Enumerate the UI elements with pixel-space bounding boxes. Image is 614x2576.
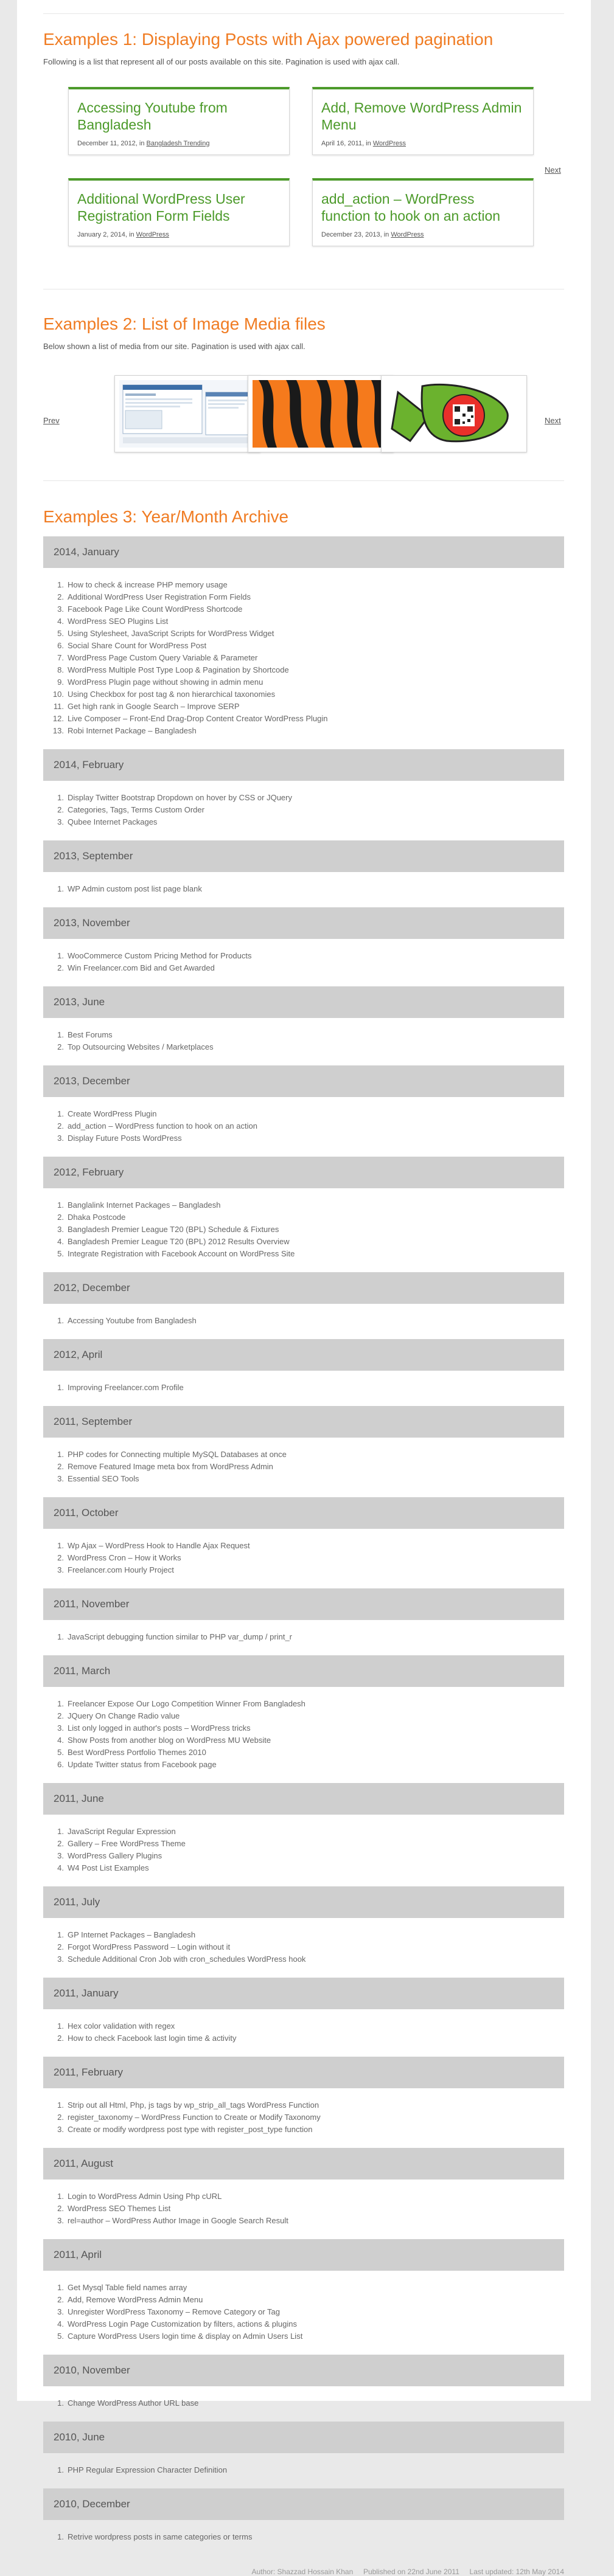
archive-post-list bbox=[43, 1029, 564, 1053]
archive-post-item[interactable] bbox=[43, 1029, 564, 1041]
list-number: 2. bbox=[57, 1942, 64, 1951]
archive-post-link[interactable]: GP Internet Packages – Bangladesh bbox=[68, 1930, 196, 1939]
tiger-stripe-image bbox=[253, 380, 389, 448]
post-card[interactable] bbox=[312, 87, 534, 155]
archive-post-item[interactable] bbox=[43, 2124, 564, 2136]
list-number: 4. bbox=[57, 617, 64, 626]
archive-post-link[interactable]: WordPress SEO Plugins List bbox=[68, 617, 169, 626]
archive-post-item[interactable] bbox=[43, 1747, 564, 1759]
post-card[interactable] bbox=[68, 87, 290, 155]
media-thumb-screenshot[interactable] bbox=[114, 375, 260, 452]
archive-post-link[interactable]: Categories, Tags, Terms Custom Order bbox=[68, 805, 204, 814]
archive-post-item[interactable] bbox=[43, 640, 564, 652]
archive-month-heading: 2011, July bbox=[43, 1886, 564, 1918]
archive-post-link[interactable]: Hex color validation with regex bbox=[68, 2021, 175, 2031]
archive-month-heading: 2013, November bbox=[43, 907, 564, 939]
list-number: 3. bbox=[57, 604, 64, 614]
archive-post-list bbox=[43, 2531, 564, 2543]
archive-post-link[interactable]: Get Mysql Table field names array bbox=[68, 2283, 187, 2292]
archive-post-list bbox=[43, 2020, 564, 2045]
list-number: 1. bbox=[57, 1827, 64, 1836]
archive-post-list bbox=[43, 2099, 564, 2136]
archive-post-item[interactable] bbox=[43, 2111, 564, 2124]
section1-title: Examples 1: Displaying Posts with Ajax powered pagination bbox=[43, 30, 494, 49]
archive-post-link[interactable]: Qubee Internet Packages bbox=[68, 817, 158, 826]
archive-post-link[interactable]: Bangladesh Premier League T20 (BPL) 2012 Results Overview bbox=[68, 1237, 290, 1246]
archive-month-heading: 2012, April bbox=[43, 1339, 564, 1371]
list-number: 3. bbox=[57, 817, 64, 826]
list-number: 3. bbox=[57, 1955, 64, 1964]
list-number: 2. bbox=[57, 805, 64, 814]
archive-post-item[interactable] bbox=[43, 1248, 564, 1260]
archive-post-item[interactable] bbox=[43, 1224, 564, 1236]
archive-month-heading: 2011, June bbox=[43, 1783, 564, 1815]
archive-post-link[interactable]: Freelancer.com Hourly Project bbox=[68, 1565, 174, 1574]
archive-post-item[interactable] bbox=[43, 652, 564, 664]
archive-post-list bbox=[43, 1449, 564, 1485]
divider bbox=[43, 480, 564, 481]
archive-month-heading: 2011, August bbox=[43, 2148, 564, 2180]
archive-post-list bbox=[43, 1315, 564, 1327]
archive-month-heading: 2010, November bbox=[43, 2355, 564, 2386]
list-number: 1. bbox=[57, 580, 64, 589]
archive-post-item[interactable] bbox=[43, 591, 564, 603]
archive-post-item[interactable] bbox=[43, 628, 564, 640]
archive-post-list bbox=[43, 1382, 564, 1394]
archive-post-item[interactable] bbox=[43, 1929, 564, 1941]
archive-post-link[interactable]: add_action – WordPress function to hook on an action bbox=[68, 1121, 257, 1130]
list-number: 1. bbox=[57, 1930, 64, 1939]
list-number: 8. bbox=[57, 665, 64, 674]
archive-post-link[interactable]: Gallery – Free WordPress Theme bbox=[68, 1839, 186, 1848]
archive-month-heading: 2011, September bbox=[43, 1406, 564, 1438]
archive-post-link[interactable]: W4 Post List Examples bbox=[68, 1863, 149, 1872]
archive-post-link[interactable]: Banglalink Internet Packages – Bangladesh bbox=[68, 1200, 221, 1210]
archive-post-link[interactable]: Using Stylesheet, JavaScript Scripts for WordPress Widget bbox=[68, 629, 274, 638]
list-number: 13. bbox=[52, 726, 64, 735]
list-number: 2. bbox=[57, 1042, 64, 1051]
list-number: 10. bbox=[52, 690, 64, 699]
archive-post-link[interactable]: Unregister WordPress Taxonomy – Remove Category or Tag bbox=[68, 2307, 280, 2316]
archive-month-heading: 2011, October bbox=[43, 1497, 564, 1529]
archive-post-item[interactable] bbox=[43, 713, 564, 725]
archive-post-item[interactable] bbox=[43, 2020, 564, 2032]
list-number: 4. bbox=[57, 1736, 64, 1745]
list-number: 3. bbox=[57, 1134, 64, 1143]
archive-post-list bbox=[43, 1698, 564, 1771]
archive-post-item[interactable] bbox=[43, 2464, 564, 2476]
archive-post-link[interactable]: Capture WordPress Users login time & display on Admin Users List bbox=[68, 2332, 303, 2341]
archive-post-link[interactable]: Login to WordPress Admin Using Php cURL bbox=[68, 2192, 222, 2201]
archive-post-link[interactable]: Retrive wordpress posts in same categories or terms bbox=[68, 2532, 253, 2541]
list-number: 2. bbox=[57, 1553, 64, 1562]
archive-post-item[interactable] bbox=[43, 1710, 564, 1722]
list-number: 9. bbox=[57, 677, 64, 687]
list-number: 5. bbox=[57, 1748, 64, 1757]
archive-post-link[interactable]: How to check & increase PHP memory usage bbox=[68, 580, 228, 589]
archive-post-item[interactable] bbox=[43, 701, 564, 713]
list-number: 1. bbox=[57, 2283, 64, 2292]
page-container bbox=[17, 0, 591, 2576]
archive-post-link[interactable]: WordPress Multiple Post Type Loop & Pagination by Shortcode bbox=[68, 665, 289, 674]
archive-post-link[interactable]: Dhaka Postcode bbox=[68, 1213, 126, 1222]
post-card[interactable] bbox=[312, 178, 534, 246]
archive-post-list bbox=[43, 2397, 564, 2409]
list-number: 1. bbox=[57, 1383, 64, 1392]
archive-post-item[interactable] bbox=[43, 2032, 564, 2045]
divider bbox=[43, 13, 564, 14]
list-number: 1. bbox=[57, 2192, 64, 2201]
archive-post-link[interactable]: Facebook Page Like Count WordPress Shortcode bbox=[68, 604, 243, 614]
media-prev-link[interactable]: Prev bbox=[43, 416, 60, 425]
archive-post-item[interactable] bbox=[43, 1315, 564, 1327]
archive-post-item[interactable] bbox=[43, 962, 564, 974]
list-number: 3. bbox=[57, 1225, 64, 1234]
archive-post-item[interactable] bbox=[43, 1461, 564, 1473]
archive-post-link[interactable]: Freelancer Expose Our Logo Competition Winner From Bangladesh bbox=[68, 1699, 305, 1708]
archive-post-item[interactable] bbox=[43, 2531, 564, 2543]
post-title[interactable]: Add, Remove WordPress Admin Menu bbox=[321, 100, 522, 133]
post-title[interactable]: Additional WordPress User Registration Form Fields bbox=[77, 191, 245, 224]
archive-post-link[interactable]: Wp Ajax – WordPress Hook to Handle Ajax Request bbox=[68, 1541, 250, 1550]
archive-post-link[interactable]: WordPress Gallery Plugins bbox=[68, 1851, 162, 1860]
archive-post-link[interactable]: How to check Facebook last login time & activity bbox=[68, 2034, 237, 2043]
archive-post-item[interactable] bbox=[43, 883, 564, 895]
posts-next-link[interactable]: Next bbox=[545, 165, 561, 175]
archive-post-item[interactable] bbox=[43, 2294, 564, 2306]
media-thumb-qr-logo[interactable] bbox=[381, 375, 527, 452]
list-number: 1. bbox=[57, 2532, 64, 2541]
list-number: 3. bbox=[57, 1565, 64, 1574]
list-number: 3. bbox=[57, 1723, 64, 1733]
archive-post-list bbox=[43, 2190, 564, 2227]
post-meta: April 16, 2011, in WordPress bbox=[321, 140, 406, 147]
archive-post-item[interactable] bbox=[43, 2306, 564, 2318]
page-footer bbox=[252, 2567, 565, 2576]
archive-post-item[interactable] bbox=[43, 1199, 564, 1211]
archive-post-item[interactable] bbox=[43, 1236, 564, 1248]
archive-post-item[interactable] bbox=[43, 1552, 564, 1564]
post-card[interactable] bbox=[68, 178, 290, 246]
list-number: 3. bbox=[57, 1851, 64, 1860]
archive-post-item[interactable] bbox=[43, 1953, 564, 1965]
archive-post-link[interactable]: Additional WordPress User Registration Form Fields bbox=[68, 592, 251, 601]
post-category-link[interactable]: WordPress bbox=[391, 231, 424, 238]
archive-post-list bbox=[43, 883, 564, 895]
list-number: 1. bbox=[57, 951, 64, 960]
list-number: 11. bbox=[53, 702, 64, 711]
archive-post-item[interactable] bbox=[43, 2318, 564, 2330]
list-number: 1. bbox=[57, 2465, 64, 2474]
list-number: 2. bbox=[57, 963, 64, 972]
list-number: 1. bbox=[57, 1316, 64, 1325]
list-number: 1. bbox=[57, 1699, 64, 1708]
post-category-link[interactable]: Bangladesh Trending bbox=[146, 140, 210, 147]
archive-post-link[interactable]: WooCommerce Custom Pricing Method for Products bbox=[68, 951, 252, 960]
archive-post-item[interactable] bbox=[43, 2099, 564, 2111]
archive-post-link[interactable]: Change WordPress Author URL base bbox=[68, 2398, 199, 2408]
archive-post-link[interactable]: WordPress Login Page Customization by filters, actions & plugins bbox=[68, 2319, 297, 2328]
archive-post-list bbox=[43, 1631, 564, 1643]
list-number: 6. bbox=[57, 641, 64, 650]
archive-post-link[interactable]: Strip out all Html, Php, js tags by wp_strip_all_tags WordPress Function bbox=[68, 2100, 319, 2110]
archive-post-item[interactable] bbox=[43, 1041, 564, 1053]
archive-post-item[interactable] bbox=[43, 2330, 564, 2342]
list-number: 4. bbox=[57, 2319, 64, 2328]
list-number: 2. bbox=[57, 1462, 64, 1471]
archive-month-heading: 2010, June bbox=[43, 2422, 564, 2453]
post-meta: December 23, 2013, in WordPress bbox=[321, 231, 424, 238]
archive-month-heading: 2013, September bbox=[43, 840, 564, 872]
archive-post-item[interactable] bbox=[43, 603, 564, 615]
archive-post-link[interactable]: WP Admin custom post list page blank bbox=[68, 884, 202, 893]
archive-post-link[interactable]: WordPress Cron – How it Works bbox=[68, 1553, 181, 1562]
list-number: 6. bbox=[57, 1760, 64, 1769]
list-number: 2. bbox=[57, 2113, 64, 2122]
archive-month-heading: 2012, December bbox=[43, 1272, 564, 1304]
archive-post-list bbox=[43, 2464, 564, 2476]
archive-post-item[interactable] bbox=[43, 725, 564, 737]
archive-post-list bbox=[43, 1199, 564, 1260]
archive-post-link[interactable]: Social Share Count for WordPress Post bbox=[68, 641, 207, 650]
list-number: 1. bbox=[57, 793, 64, 802]
archive-post-link[interactable]: WordPress Page Custom Query Variable & Parameter bbox=[68, 653, 258, 662]
archive-post-link[interactable]: Add, Remove WordPress Admin Menu bbox=[68, 2295, 203, 2304]
footer-updated: Last updated: 12th May 2014 bbox=[469, 2567, 564, 2576]
archive-month-heading: 2012, February bbox=[43, 1157, 564, 1188]
post-meta: December 11, 2012, in Bangladesh Trending bbox=[77, 140, 210, 147]
list-number: 1. bbox=[57, 2021, 64, 2031]
archive-post-link[interactable]: WordPress Plugin page without showing in admin menu bbox=[68, 677, 263, 687]
archive-post-item[interactable] bbox=[43, 816, 564, 828]
archive-post-item[interactable] bbox=[43, 1698, 564, 1710]
archive-post-link[interactable]: Display Twitter Bootstrap Dropdown on hover by CSS or JQuery bbox=[68, 793, 292, 802]
archive-post-list bbox=[43, 1108, 564, 1144]
archive-post-link[interactable]: Schedule Additional Cron Job with cron_schedules WordPress hook bbox=[68, 1955, 306, 1964]
archive-post-link[interactable]: Remove Featured Image meta box from WordPress Admin bbox=[68, 1462, 273, 1471]
section2-desc: Below shown a list of media from our site. Pagination is used with ajax call. bbox=[43, 342, 305, 351]
list-number: 5. bbox=[57, 629, 64, 638]
archive-post-link[interactable]: Win Freelancer.com Bid and Get Awarded bbox=[68, 963, 215, 972]
list-number: 2. bbox=[57, 2034, 64, 2043]
list-number: 1. bbox=[57, 1541, 64, 1550]
archive-post-link[interactable]: Display Future Posts WordPress bbox=[68, 1134, 182, 1143]
archive-post-link[interactable]: Integrate Registration with Facebook Account on WordPress Site bbox=[68, 1249, 295, 1258]
archive-post-item[interactable] bbox=[43, 1759, 564, 1771]
archive-post-item[interactable] bbox=[43, 1850, 564, 1862]
archive-post-item[interactable] bbox=[43, 1838, 564, 1850]
list-number: 2. bbox=[57, 2295, 64, 2304]
list-number: 1. bbox=[57, 2100, 64, 2110]
archive-post-item[interactable] bbox=[43, 1941, 564, 1953]
archive-post-item[interactable] bbox=[43, 2397, 564, 2409]
list-number: 1. bbox=[57, 1632, 64, 1641]
list-number: 7. bbox=[57, 653, 64, 662]
archive-post-link[interactable]: List only logged in author's posts – WordPress tricks bbox=[68, 1723, 251, 1733]
archive-post-link[interactable]: register_taxonomy – WordPress Function to Create or Modify Taxonomy bbox=[68, 2113, 321, 2122]
archive-post-link[interactable]: Live Composer – Front-End Drag-Drop Content Creator WordPress Plugin bbox=[68, 714, 328, 723]
archive-post-item[interactable] bbox=[43, 664, 564, 676]
archive-post-item[interactable] bbox=[43, 804, 564, 816]
archive-post-item[interactable] bbox=[43, 1211, 564, 1224]
archive-month-heading: 2010, December bbox=[43, 2488, 564, 2520]
archive-post-link[interactable]: JQuery On Change Radio value bbox=[68, 1711, 180, 1720]
archive-post-list bbox=[43, 1826, 564, 1874]
list-number: 1. bbox=[57, 884, 64, 893]
archive-post-link[interactable]: Update Twitter status from Facebook page bbox=[68, 1760, 217, 1769]
archive-post-link[interactable]: JavaScript Regular Expression bbox=[68, 1827, 176, 1836]
media-next-link[interactable]: Next bbox=[545, 416, 561, 425]
list-number: 1. bbox=[57, 1200, 64, 1210]
media-thumb-tiger[interactable] bbox=[248, 375, 394, 452]
list-number: 2. bbox=[57, 1121, 64, 1130]
archive-month-heading: 2011, April bbox=[43, 2239, 564, 2271]
archive-post-link[interactable]: Best Forums bbox=[68, 1030, 113, 1039]
archive-post-link[interactable]: rel=author – WordPress Author Image in Google Search Result bbox=[68, 2216, 288, 2225]
archive-post-item[interactable] bbox=[43, 1631, 564, 1643]
archive-post-item[interactable] bbox=[43, 1473, 564, 1485]
archive-post-link[interactable]: Accessing Youtube from Bangladesh bbox=[68, 1316, 197, 1325]
list-number: 12. bbox=[52, 714, 64, 723]
list-number: 3. bbox=[57, 2307, 64, 2316]
list-number: 3. bbox=[57, 1474, 64, 1483]
archive-post-item[interactable] bbox=[43, 1108, 564, 1120]
archive-post-item[interactable] bbox=[43, 1826, 564, 1838]
archive-post-link[interactable]: Top Outsourcing Websites / Marketplaces bbox=[68, 1042, 214, 1051]
archive-post-list bbox=[43, 1929, 564, 1965]
section1-desc: Following is a list that represent all of our posts available on this site. Pagination is used with ajax call. bbox=[43, 57, 400, 66]
archive-month-heading: 2011, November bbox=[43, 1588, 564, 1620]
list-number: 2. bbox=[57, 1711, 64, 1720]
archive-post-item[interactable] bbox=[43, 676, 564, 688]
footer-author: Author: Shazzad Hossain Khan bbox=[251, 2567, 354, 2576]
screenshot-thumb-image bbox=[119, 380, 256, 448]
archive-post-item[interactable] bbox=[43, 2282, 564, 2294]
archive-post-link[interactable]: Create or modify wordpress post type with register_post_type function bbox=[68, 2125, 313, 2134]
list-number: 3. bbox=[57, 2125, 64, 2134]
post-category-link[interactable]: WordPress bbox=[372, 140, 406, 147]
archive-post-item[interactable] bbox=[43, 688, 564, 701]
archive-post-link[interactable]: WordPress SEO Themes List bbox=[68, 2204, 171, 2213]
list-number: 1. bbox=[57, 2398, 64, 2408]
archive-post-item[interactable] bbox=[43, 2190, 564, 2203]
archive-post-link[interactable]: JavaScript debugging function similar to PHP var_dump / print_r bbox=[68, 1632, 293, 1641]
footer-published: Published on 22nd June 2011 bbox=[363, 2567, 459, 2576]
archive-post-item[interactable] bbox=[43, 792, 564, 804]
archive-post-link[interactable]: Get high rank in Google Search – Improve SERP bbox=[68, 702, 240, 711]
archive-post-item[interactable] bbox=[43, 579, 564, 591]
archive-post-link[interactable]: Using Checkbox for post tag & non hierarchical taxonomies bbox=[68, 690, 276, 699]
list-number: 1. bbox=[57, 1030, 64, 1039]
archive-month-heading: 2014, January bbox=[43, 536, 564, 568]
archive-month-heading: 2013, December bbox=[43, 1065, 564, 1097]
section2-title: Examples 2: List of Image Media files bbox=[43, 314, 326, 333]
archive-post-item[interactable] bbox=[43, 1382, 564, 1394]
archive-post-link[interactable]: Bangladesh Premier League T20 (BPL) Schedule & Fixtures bbox=[68, 1225, 279, 1234]
archive-post-list bbox=[43, 792, 564, 828]
list-number: 5. bbox=[57, 1249, 64, 1258]
archive-post-link[interactable]: Essential SEO Tools bbox=[68, 1474, 139, 1483]
list-number: 5. bbox=[57, 2332, 64, 2341]
archive-post-item[interactable] bbox=[43, 2203, 564, 2215]
post-category-link[interactable]: WordPress bbox=[136, 231, 169, 238]
archive-post-link[interactable]: Robi Internet Package – Bangladesh bbox=[68, 726, 197, 735]
archive-post-list bbox=[43, 579, 564, 737]
archive-post-item[interactable] bbox=[43, 1734, 564, 1747]
archive-post-link[interactable]: Forgot WordPress Password – Login without it bbox=[68, 1942, 231, 1951]
archive-post-link[interactable]: PHP Regular Expression Character Definition bbox=[68, 2465, 228, 2474]
list-number: 2. bbox=[57, 592, 64, 601]
list-number: 2. bbox=[57, 1213, 64, 1222]
archive-post-item[interactable] bbox=[43, 615, 564, 628]
section3-title: Examples 3: Year/Month Archive bbox=[43, 507, 289, 526]
list-number: 2. bbox=[57, 1839, 64, 1848]
post-meta: January 2, 2014, in WordPress bbox=[77, 231, 169, 238]
archive-post-item[interactable] bbox=[43, 1564, 564, 1576]
archive-post-link[interactable]: Create WordPress Plugin bbox=[68, 1109, 157, 1118]
archive-post-link[interactable]: Improving Freelancer.com Profile bbox=[68, 1383, 184, 1392]
archive-post-list bbox=[43, 950, 564, 974]
list-number: 1. bbox=[57, 1450, 64, 1459]
archive-post-item[interactable] bbox=[43, 1862, 564, 1874]
archive-post-item[interactable] bbox=[43, 1449, 564, 1461]
archive-month-heading: 2011, January bbox=[43, 1978, 564, 2009]
post-title[interactable]: Accessing Youtube from Bangladesh bbox=[77, 100, 228, 133]
archive-post-list bbox=[43, 1540, 564, 1576]
archive-post-item[interactable] bbox=[43, 950, 564, 962]
list-number: 2. bbox=[57, 2204, 64, 2213]
archive-post-link[interactable]: Best WordPress Portfolio Themes 2010 bbox=[68, 1748, 206, 1757]
list-number: 4. bbox=[57, 1237, 64, 1246]
archive-post-item[interactable] bbox=[43, 1132, 564, 1144]
archive-post-item[interactable] bbox=[43, 1120, 564, 1132]
archive-month-heading: 2013, June bbox=[43, 986, 564, 1018]
list-number: 4. bbox=[57, 1863, 64, 1872]
post-title[interactable]: add_action – WordPress function to hook on an action bbox=[321, 191, 501, 224]
list-number: 1. bbox=[57, 1109, 64, 1118]
archive-post-list bbox=[43, 2282, 564, 2342]
archive-post-item[interactable] bbox=[43, 1540, 564, 1552]
archive-post-item[interactable] bbox=[43, 1722, 564, 1734]
archive-post-link[interactable]: PHP codes for Connecting multiple MySQL Databases at once bbox=[68, 1450, 287, 1459]
archive-post-item[interactable] bbox=[43, 2215, 564, 2227]
qr-logo-image bbox=[386, 380, 522, 448]
archive-month-heading: 2014, February bbox=[43, 749, 564, 781]
archive-month-heading: 2011, February bbox=[43, 2057, 564, 2088]
archive-post-link[interactable]: Show Posts from another blog on WordPress MU Website bbox=[68, 1736, 271, 1745]
list-number: 3. bbox=[57, 2216, 64, 2225]
archive-month-heading: 2011, March bbox=[43, 1655, 564, 1687]
